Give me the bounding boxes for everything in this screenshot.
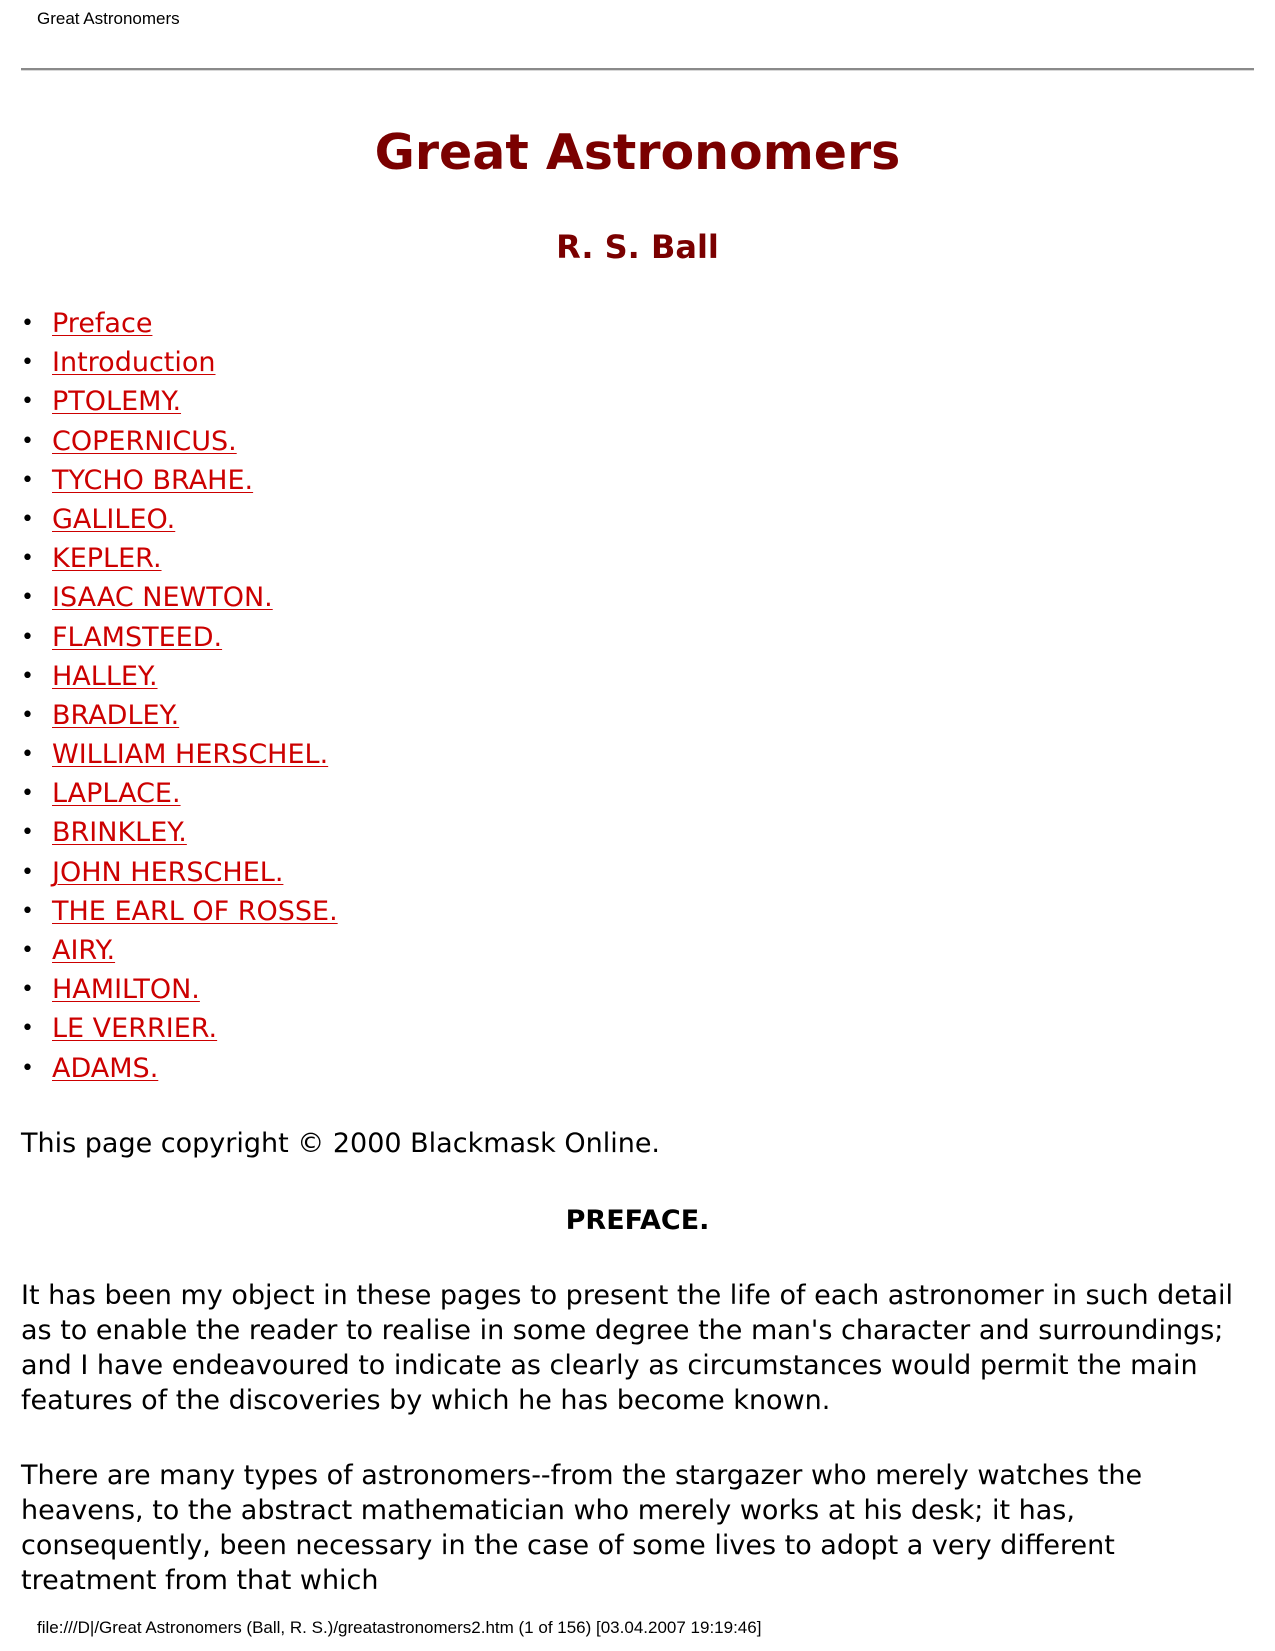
toc-link-introduction[interactable]: Introduction	[52, 347, 216, 379]
toc-link-bradley[interactable]: BRADLEY.	[52, 699, 180, 731]
bullet-icon: •	[21, 585, 34, 611]
bullet-icon: •	[21, 702, 34, 728]
bullet-icon: •	[21, 781, 34, 807]
toc-item	[21, 618, 338, 657]
toc-link-ptolemy[interactable]: PTOLEMY.	[52, 386, 182, 418]
toc-link-halley[interactable]: HALLEY.	[52, 660, 158, 692]
bullet-icon: •	[21, 389, 34, 415]
preface-paragraph: It has been my object in these pages to present the life of each astronomer in such detail as to enable the reader to realise in some degree the man's character and surroundings; and I have endeavoured to indicate as clearly as circumstances would permit the main features of the discoveries by which he has become known.	[21, 1280, 1234, 1416]
bullet-icon: •	[21, 820, 34, 846]
toc-link-flamsteed[interactable]: FLAMSTEED.	[52, 621, 223, 653]
bullet-icon: •	[21, 977, 34, 1003]
toc-item	[21, 970, 338, 1009]
bullet-icon: •	[21, 428, 34, 454]
page-title: Great Astronomers	[374, 124, 901, 181]
bullet-icon: •	[21, 350, 34, 376]
author-name: R. S. Ball	[556, 228, 719, 266]
copyright-notice: This page copyright © 2000 Blackmask Online.	[21, 1128, 661, 1159]
toc-link-le-verrier[interactable]: LE VERRIER.	[52, 1013, 218, 1045]
toc-link-adams[interactable]: ADAMS.	[52, 1052, 159, 1084]
toc-item	[21, 931, 338, 970]
bullet-icon: •	[21, 624, 34, 650]
toc-item	[21, 892, 338, 931]
toc-item	[21, 304, 338, 343]
toc-link-john-herschel[interactable]: JOHN HERSCHEL.	[52, 856, 284, 888]
toc-link-preface[interactable]: Preface	[52, 308, 153, 339]
toc-link-isaac-newton[interactable]: ISAAC NEWTON.	[52, 582, 273, 614]
bullet-icon: •	[21, 938, 34, 963]
toc-item	[21, 578, 338, 617]
bullet-icon: •	[21, 1016, 34, 1042]
table-of-contents	[21, 304, 338, 1088]
toc-link-brinkley[interactable]: BRINKLEY.	[52, 817, 187, 849]
running-header: Great Astronomers	[37, 9, 180, 28]
preface-paragraph: There are many types of astronomers--from the stargazer who merely watches the heavens, to the abstract mathematician who merely works at his desk; it has, consequently, been necessary in the case of some lives to adopt a very different treatment from that which	[21, 1460, 1143, 1596]
toc-item	[21, 853, 338, 892]
toc-link-william-herschel[interactable]: WILLIAM HERSCHEL.	[52, 739, 329, 771]
bullet-icon: •	[21, 311, 34, 336]
toc-link-kepler[interactable]: KEPLER.	[52, 543, 162, 575]
bullet-icon: •	[21, 898, 34, 924]
toc-link-airy[interactable]: AIRY.	[52, 935, 116, 966]
bullet-icon: •	[21, 467, 34, 493]
toc-item	[21, 1009, 338, 1048]
bullet-icon: •	[21, 1055, 34, 1081]
header-divider	[21, 68, 1254, 71]
bullet-icon: •	[21, 859, 34, 885]
toc-item	[21, 539, 338, 578]
toc-item	[21, 343, 338, 382]
toc-item	[21, 813, 338, 852]
bullet-icon: •	[21, 506, 34, 532]
bullet-icon: •	[21, 546, 34, 572]
toc-link-galileo[interactable]: GALILEO.	[52, 503, 176, 535]
toc-item	[21, 500, 338, 539]
toc-item	[21, 774, 338, 813]
toc-item	[21, 696, 338, 735]
toc-item	[21, 422, 338, 461]
bullet-icon: •	[21, 742, 34, 768]
toc-link-earl-of-rosse[interactable]: THE EARL OF ROSSE.	[52, 895, 338, 927]
toc-item	[21, 657, 338, 696]
bullet-icon: •	[21, 663, 34, 689]
toc-item	[21, 735, 338, 774]
toc-link-tycho-brahe[interactable]: TYCHO BRAHE.	[52, 464, 254, 496]
toc-item	[21, 461, 338, 500]
toc-item	[21, 1049, 338, 1088]
toc-link-copernicus[interactable]: COPERNICUS.	[52, 425, 237, 457]
toc-item	[21, 382, 338, 421]
toc-link-laplace[interactable]: LAPLACE.	[52, 778, 181, 810]
section-heading: PREFACE.	[565, 1205, 710, 1236]
print-footer: file:///D|/Great Astronomers (Ball, R. S.)/greatastronomers2.htm (1 of 156) [03.04.2007 19:19:46]	[37, 1618, 762, 1637]
toc-link-hamilton[interactable]: HAMILTON.	[52, 974, 200, 1006]
